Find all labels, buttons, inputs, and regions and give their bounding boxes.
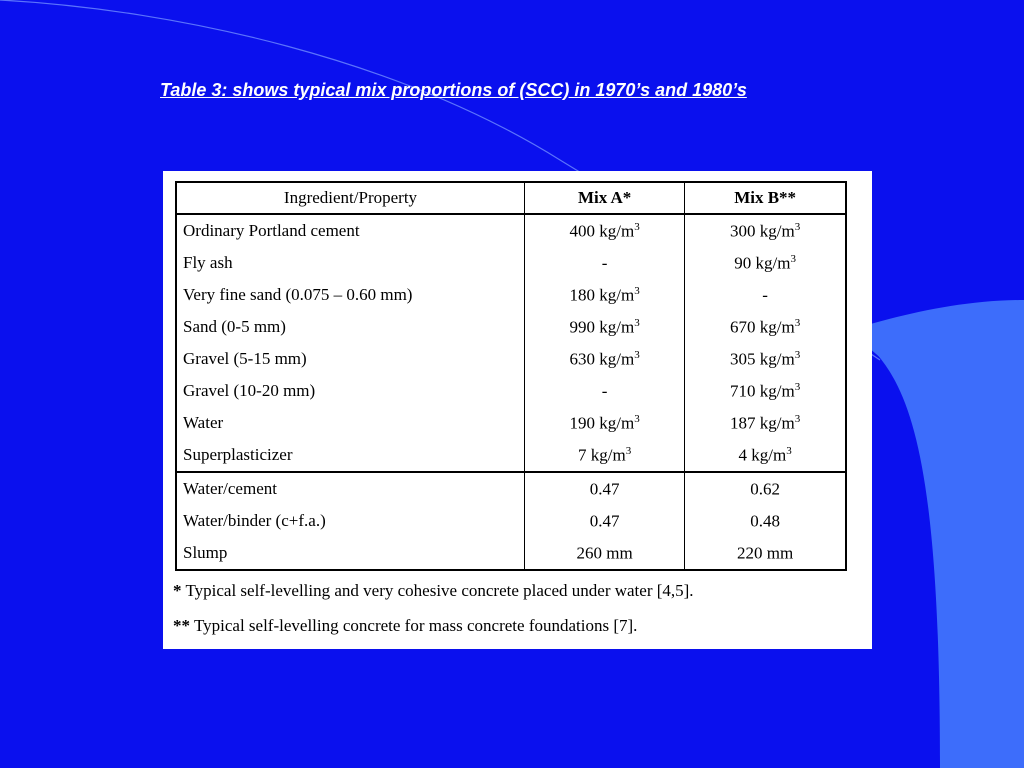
mix-b-cell: 0.48 — [685, 505, 846, 537]
mix-b-cell: 300 $kg/m^3$ — [685, 214, 846, 247]
table-row — [176, 311, 846, 343]
ingredient-cell: Water — [176, 407, 525, 439]
table-row — [176, 214, 846, 247]
table-row — [176, 472, 846, 505]
mix-a-cell: 400 $kg/m^3$ — [525, 214, 685, 247]
footnote-mix-a — [173, 581, 694, 601]
mix-a-cell: 630 $kg/m^3$ — [525, 343, 685, 375]
ingredient-cell: Superplasticizer — [176, 439, 525, 472]
mix-a-cell: 0.47 — [525, 505, 685, 537]
ingredient-cell: Very fine sand (0.075 – 0.60 mm) — [176, 279, 525, 311]
mix-a-cell: 990 $kg/m^3$ — [525, 311, 685, 343]
ingredient-cell: Water/binder (c+f.a.) — [176, 505, 525, 537]
mix-b-cell: 670 $kg/m^3$ — [685, 311, 846, 343]
table-image-panel — [163, 171, 872, 649]
footnote-text: Typical self-levelling and very cohesive concrete placed under water [4,5]. — [181, 581, 694, 600]
table-row — [176, 247, 846, 279]
footnote-text: Typical self-levelling concrete for mass concrete foundations [7]. — [190, 616, 638, 635]
ingredient-cell: Sand (0-5 mm) — [176, 311, 525, 343]
table-row — [176, 407, 846, 439]
mix-b-cell: 90 $kg/m^3$ — [685, 247, 846, 279]
mix-b-cell: 305 $kg/m^3$ — [685, 343, 846, 375]
table-row — [176, 537, 846, 570]
ingredient-cell: Ordinary Portland cement — [176, 214, 525, 247]
mix-proportions-table — [175, 181, 847, 571]
mix-b-cell: - — [685, 279, 846, 311]
header-mix-b: Mix B** — [685, 182, 846, 214]
mix-a-cell: 180 $kg/m^3$ — [525, 279, 685, 311]
mix-a-cell: 260 mm — [525, 537, 685, 570]
ingredient-cell: Slump — [176, 537, 525, 570]
table-row — [176, 343, 846, 375]
mix-a-cell: - — [525, 247, 685, 279]
table-row — [176, 439, 846, 472]
mix-a-cell: 0.47 — [525, 472, 685, 505]
mix-b-cell: 220 mm — [685, 537, 846, 570]
table-header-row — [176, 182, 846, 214]
ingredient-cell: Fly ash — [176, 247, 525, 279]
mix-b-cell: 187 $kg/m^3$ — [685, 407, 846, 439]
table-row — [176, 375, 846, 407]
mix-a-cell: - — [525, 375, 685, 407]
table-body — [176, 214, 846, 570]
ingredient-cell: Water/cement — [176, 472, 525, 505]
table-row — [176, 279, 846, 311]
mix-a-cell: 7 $kg/m^3$ — [525, 439, 685, 472]
mix-b-cell: 0.62 — [685, 472, 846, 505]
footnote-marker: ** — [173, 616, 190, 635]
header-mix-a: Mix A* — [525, 182, 685, 214]
slide-title: Table 3: shows typical mix proportions of (SCC) in 1970’s and 1980’s — [160, 80, 747, 100]
mix-a-cell: 190 $kg/m^3$ — [525, 407, 685, 439]
ingredient-cell: Gravel (5-15 mm) — [176, 343, 525, 375]
footnote-mix-b — [173, 616, 637, 636]
mix-b-cell: 4 $kg/m^3$ — [685, 439, 846, 472]
footnote-marker: * — [173, 581, 182, 600]
table-row — [176, 505, 846, 537]
ingredient-cell: Gravel (10-20 mm) — [176, 375, 525, 407]
header-ingredient: Ingredient/Property — [176, 182, 525, 214]
mix-b-cell: 710 $kg/m^3$ — [685, 375, 846, 407]
